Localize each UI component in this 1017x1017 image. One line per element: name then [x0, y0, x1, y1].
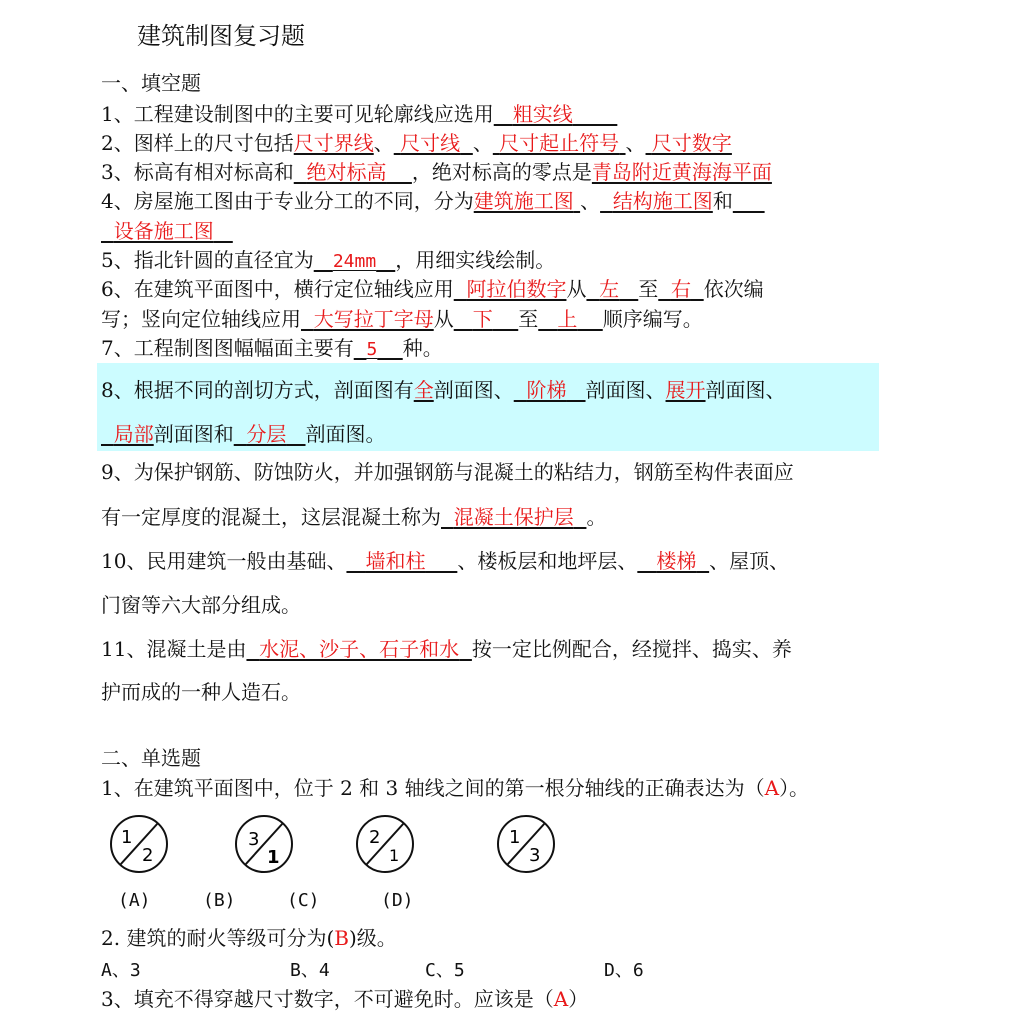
question-8-cont: 局部剖面图和 分层 剖面图。: [113, 422, 386, 446]
mc-question-3: 3、填充不得穿越尺寸数字，不可避免时。应该是（A）: [101, 987, 589, 1011]
svg-text:3: 3: [529, 845, 541, 866]
question-4-cont: 设备施工图: [113, 219, 214, 243]
question-4: 4、房屋施工图由于专业分工的不同，分为建筑施工图 、 结构施工图和: [101, 189, 733, 213]
mc-question-2: 2. 建筑的耐火等级可分为(B)级。: [101, 926, 397, 950]
axis-symbol-c: [354, 813, 418, 877]
axis-symbol-d: [495, 813, 559, 877]
option-label-b: (B): [203, 890, 236, 911]
svg-text:1: 1: [389, 846, 400, 865]
question-9: 9、为保护钢筋、防蚀防火，并加强钢筋与混凝土的粘结力，钢筋至构件表面应: [101, 460, 794, 484]
question-10-cont: 门窗等六大部分组成。: [101, 593, 301, 617]
question-6-cont: 写；竖向定位轴线应用 大写拉丁字母从 下 至 上 顺序编写。: [101, 307, 703, 331]
option-label-d: (D): [381, 890, 414, 911]
section2-heading: 二、单选题: [101, 746, 201, 770]
question-8: 8、根据不同的剖切方式，剖面图有全剖面图、 阶梯 剖面图、展开剖面图、: [101, 378, 786, 402]
mc-question-1: 1、在建筑平面图中，位于 2 和 3 轴线之间的第一根分轴线的正确表达为（A）。: [101, 776, 810, 800]
svg-text:1: 1: [267, 847, 280, 868]
question-5: 5、指北针圆的直径宜为 24mm ，用细实线绘制。: [101, 248, 556, 272]
page-title: 建筑制图复习题: [137, 22, 305, 50]
option-label-c: (C): [287, 890, 320, 911]
svg-text:2: 2: [142, 845, 154, 866]
mc-option-b: B、4: [290, 960, 330, 981]
mc-option-a: A、3: [101, 960, 141, 981]
svg-text:1: 1: [121, 827, 133, 848]
answer: 粗实线: [512, 102, 573, 126]
question-7: 7、工程制图图幅幅面主要有 5 种。: [101, 336, 443, 360]
svg-text:1: 1: [509, 827, 521, 848]
question-11-cont: 护而成的一种人造石。: [101, 680, 301, 704]
question-2: 2、图样上的尺寸包括尺寸界线、 尺寸线 、 尺寸起止符号 、 尺寸数字: [101, 131, 732, 155]
mc-option-d: D、6: [604, 960, 644, 981]
option-label-a: (A): [118, 890, 151, 911]
question-11: 11、混凝土是由 水泥、沙子、石子和水 按一定比例配合，经搅拌、捣实、养: [101, 637, 792, 661]
question-10: 10、民用建筑一般由基础、 墙和柱 、楼板层和地坪层、 楼梯 、屋顶、: [101, 549, 790, 573]
svg-text:3: 3: [248, 829, 260, 850]
svg-text:2: 2: [369, 827, 381, 848]
question-6: 6、在建筑平面图中，横行定位轴线应用 阿拉伯数字从 左 至 右 依次编: [101, 277, 764, 301]
mc-option-c: C、5: [425, 960, 465, 981]
question-9-cont: 有一定厚度的混凝土，这层混凝土称为 混凝土保护层 。: [101, 505, 607, 529]
section1-heading: 一、填空题: [101, 71, 201, 95]
axis-symbol-b: [233, 813, 297, 877]
question-1: 1、工程建设制图中的主要可见轮廓线应选用 粗实线: [101, 102, 573, 126]
axis-symbol-a: [108, 813, 172, 877]
question-3: 3、标高有相对标高和 绝对标高 ，绝对标高的零点是青岛附近黄海海平面: [101, 160, 772, 184]
